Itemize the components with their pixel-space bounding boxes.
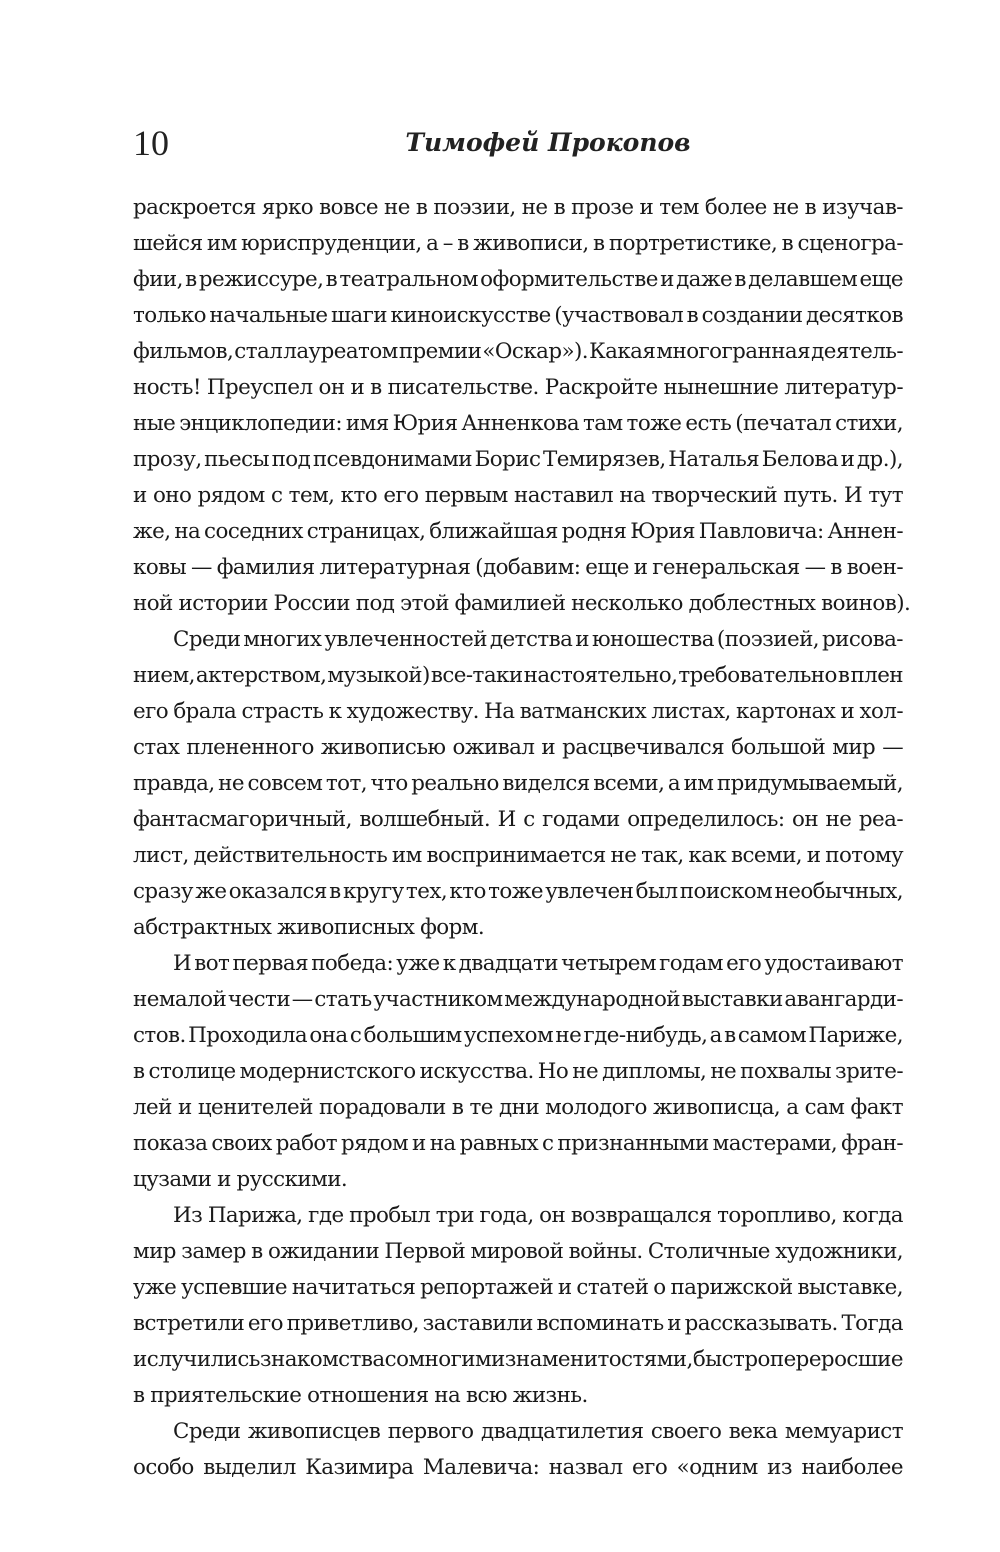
text-line: уже успевшие начитаться репортажей и статей о парижской выставке,	[133, 1275, 904, 1300]
text-line: Из Парижа, где пробыл три года, он возвращался торопливо, когда	[173, 1203, 903, 1228]
text-line: и оно рядом с тем, кто его первым наставил на творческий путь. И тут	[133, 483, 903, 508]
text-line: лей и ценителей порадовали в те дни молодого живописца, а сам факт	[133, 1095, 903, 1120]
text-line: фильмов, стал лауреатом премии «Оскар»). Какая многогранная деятель-	[133, 339, 904, 364]
text-line: И вот первая победа: уже к двадцати четырем годам его удостаивают	[173, 951, 903, 976]
text-line: фии, в режиссуре, в театральном оформительстве и даже в делавшем еще	[133, 267, 903, 292]
text-line: мир замер в ожидании Первой мировой войны. Столичные художники,	[133, 1239, 904, 1264]
text-line: правда, не совсем тот, что реально виделся всеми, а им придумываемый,	[133, 771, 903, 796]
text-line: сразу же оказался в кругу тех, кто тоже увлечен был поиском необычных,	[133, 879, 903, 904]
text-line: ные энциклопедии: имя Юрия Анненкова там тоже есть (печатал стихи,	[133, 411, 903, 436]
running-head	[133, 118, 903, 168]
running-title: Тимофей Прокопов	[405, 128, 691, 157]
paragraph	[133, 190, 911, 622]
text-line: же, на соседних страницах, ближайшая родня Юрия Павловича: Аннен-	[133, 519, 904, 544]
text-line: и случились знакомства со многими знаменитостями, быстро переросшие	[133, 1347, 903, 1372]
text-line: фантасмагоричный, волшебный. И с годами определилось: он не реа-	[133, 807, 903, 832]
text-line: стах плененного живописью оживал и расцвечивался большой мир —	[133, 735, 904, 760]
page-number: 10	[133, 123, 169, 163]
text-line: цузами и русскими.	[133, 1167, 348, 1192]
text-line: Среди многих увлеченностей детства и юношества (поэзией, рисова-	[173, 627, 903, 652]
text-line: только начальные шаги киноискусстве (участвовал в создании десятков	[133, 303, 903, 328]
text-line: его брала страсть к художеству. На ватманских листах, картонах и хол-	[133, 699, 903, 724]
text-line: абстрактных живописных форм.	[133, 915, 485, 940]
paragraph	[133, 1198, 903, 1414]
paragraph	[133, 622, 903, 946]
text-line: прозу, пьесы под псевдонимами Борис Темирязев, Наталья Белова и др.),	[133, 447, 903, 472]
text-line: раскроется ярко вовсе не в поэзии, не в прозе и тем более не в изучав-	[133, 195, 903, 220]
text-line: особо выделил Казимира Малевича: назвал его «одним из наиболее	[133, 1455, 904, 1480]
text-line: Среди живописцев первого двадцатилетия своего века мемуарист	[173, 1419, 903, 1444]
text-line: ность! Преуспел он и в писательстве. Раскройте нынешние литератур-	[133, 375, 903, 400]
text-line: в приятельские отношения на всю жизнь.	[133, 1383, 588, 1408]
text-line: в столице модернистского искусства. Но не дипломы, не похвалы зрите-	[133, 1059, 903, 1084]
paragraph	[133, 946, 903, 1198]
text-line: лист, действительность им воспринимается не так, как всеми, и потому	[133, 843, 904, 868]
paragraph	[133, 1414, 903, 1486]
text-line: показа своих работ рядом и на равных с признанными мастерами, фран-	[133, 1131, 904, 1156]
text-line: шейся им юриспруденции, а – в живописи, в портретистике, в сценогра-	[133, 231, 904, 256]
text-line: нием, актерством, музыкой) все-таки настоятельно, требовательно в плен	[133, 663, 904, 688]
body-text	[133, 190, 911, 1486]
text-line: стов. Проходила она с большим успехом не где-нибудь, а в самом Париже,	[133, 1023, 903, 1048]
text-line: ной истории России под этой фамилией несколько доблестных воинов).	[133, 591, 911, 616]
text-line: встретили его приветливо, заставили вспоминать и рассказывать. Тогда	[133, 1311, 903, 1336]
text-line: немалой чести — стать участником международной выставки авангарди-	[133, 987, 903, 1012]
text-line: ковы — фамилия литературная (добавим: еще и генеральская — в воен-	[133, 555, 904, 580]
